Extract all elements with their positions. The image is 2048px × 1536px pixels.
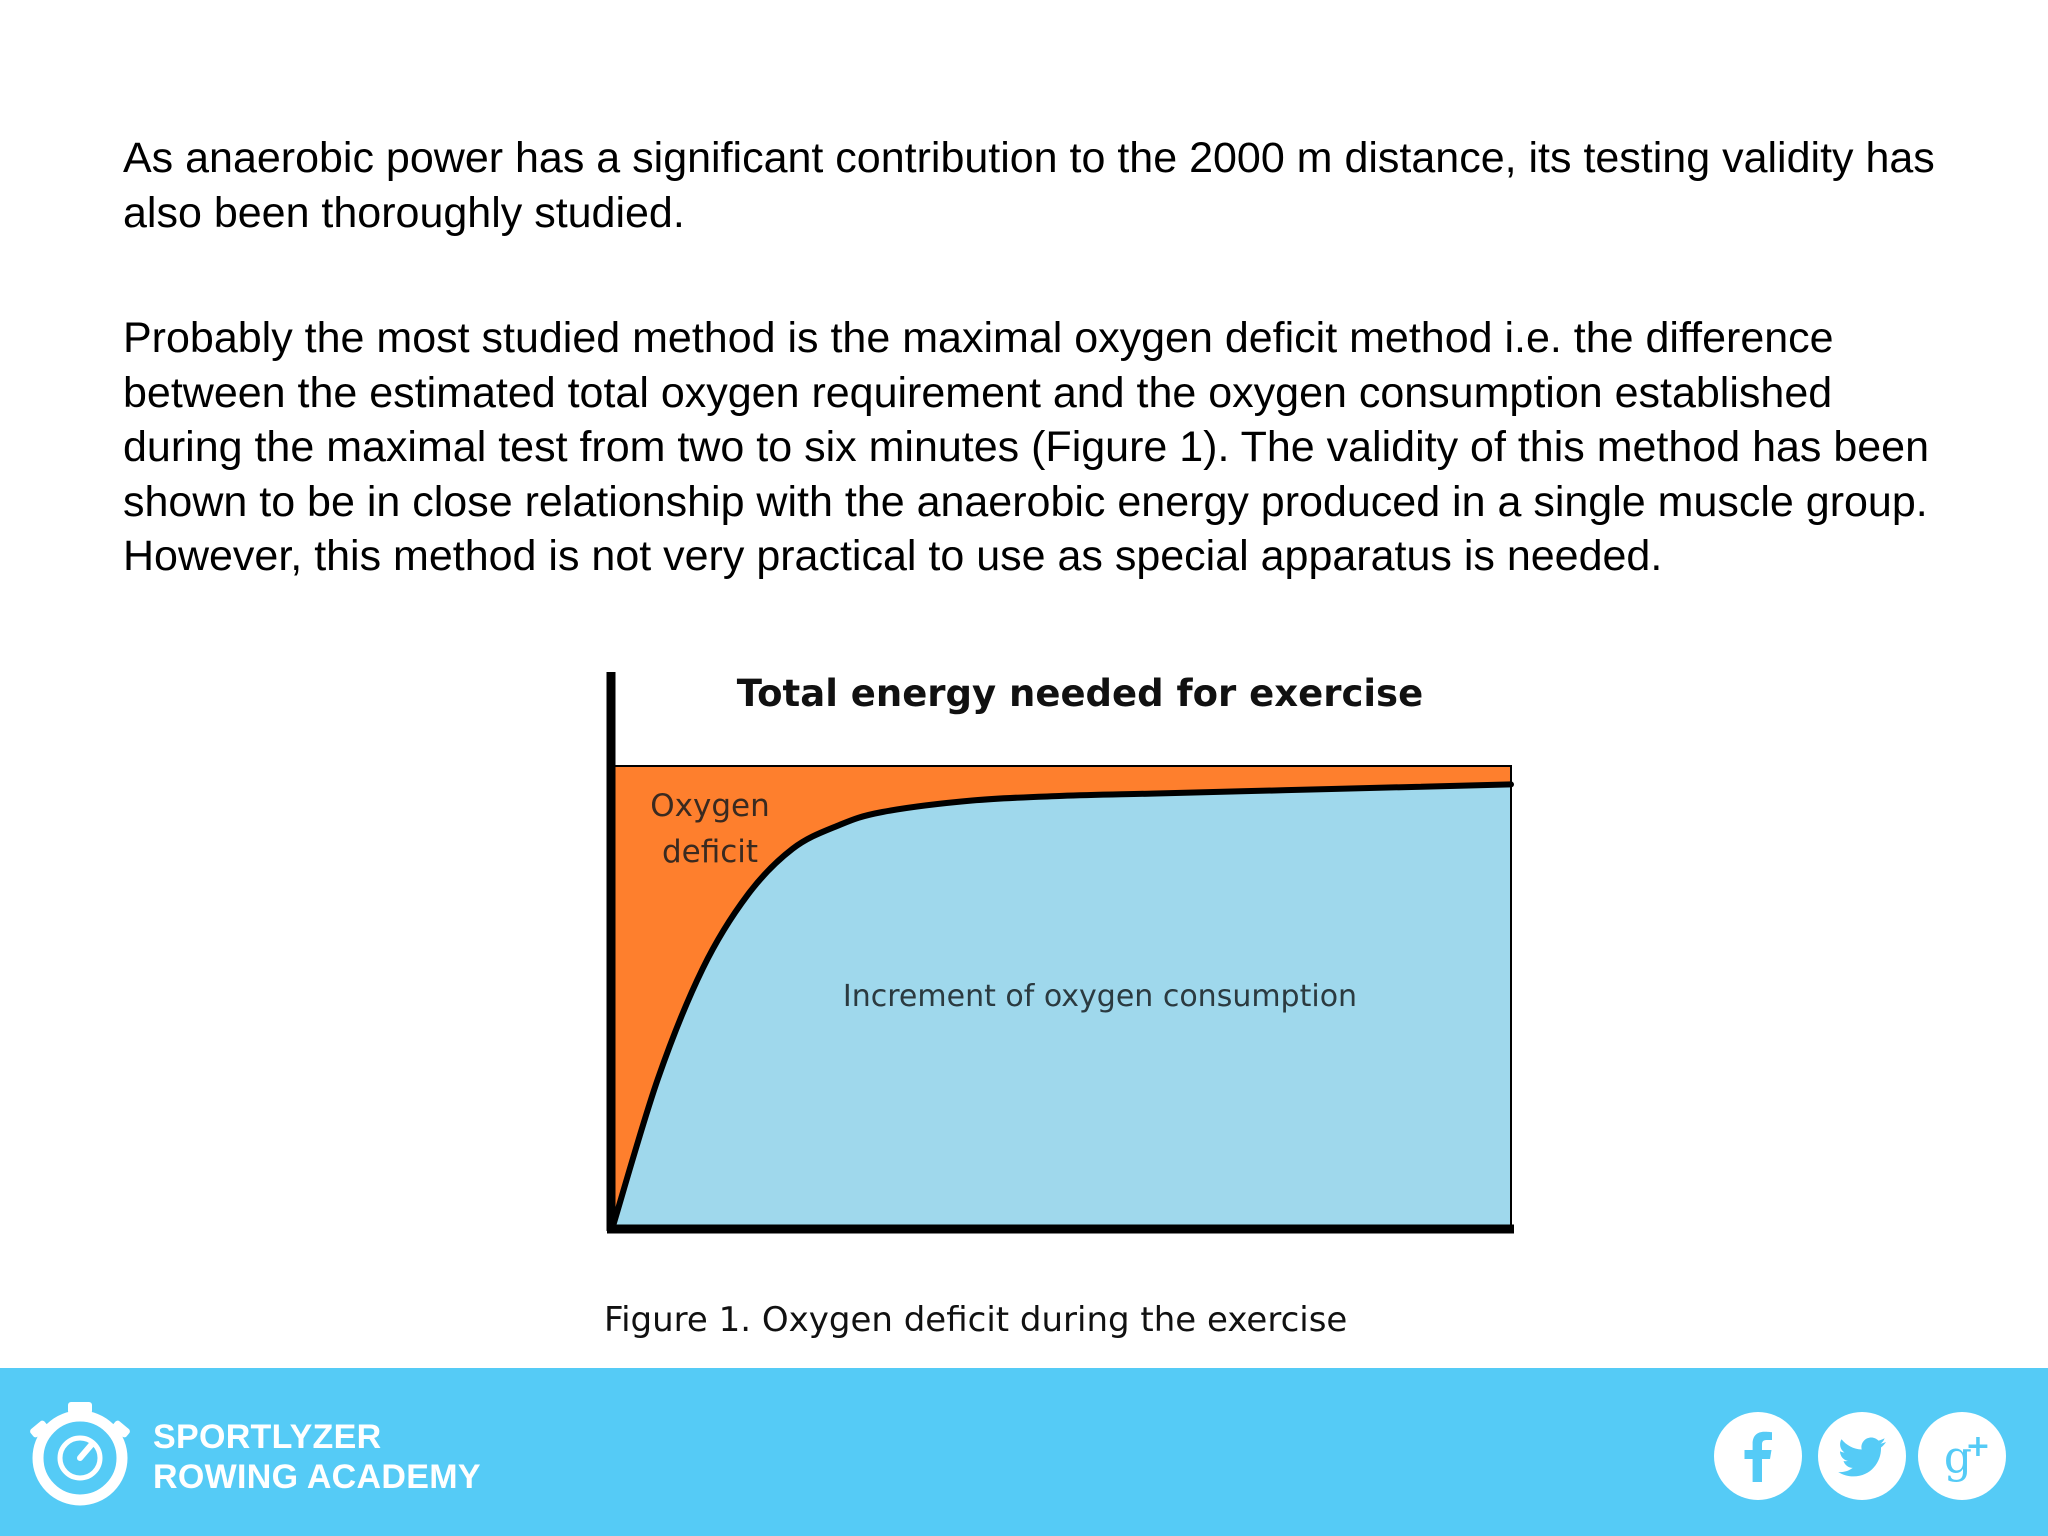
paragraph-intro: As anaerobic power has a significant contribution to the 2000 m distance, its testing validity has also been thoroughly studied.: [123, 134, 1935, 237]
brand-subtitle: ROWING ACADEMY: [153, 1458, 481, 1496]
figure-caption: Figure 1. Oxygen deficit during the exercise: [604, 1300, 1348, 1340]
facebook-button[interactable]: [1714, 1412, 1802, 1500]
chart-title: Total energy needed for exercise: [736, 672, 1424, 715]
oxygen-deficit-figure: [600, 660, 1530, 1260]
facebook-icon: [1714, 1412, 1802, 1500]
svg-text:+: +: [1965, 1429, 1991, 1464]
paragraph-method: Probably the most studied method is the maximal oxygen deficit method i.e. the difference between the estimated total oxygen requirement and the oxygen consumption established during the maximal test from two to six minutes (Figure 1). The validity of this method has been shown to be in close relationship with the anaerobic energy produced in a single muscle group. However, this method is not very practical to use as special apparatus is needed.: [123, 314, 1929, 580]
footer-bar: [0, 1368, 2048, 1536]
brand-name: SPORTLYZER: [153, 1418, 382, 1456]
twitter-icon: [1818, 1412, 1906, 1500]
oxygen-consumption-label: Increment of oxygen consumption: [842, 979, 1358, 1014]
oxygen-deficit-label: Oxygen: [650, 788, 770, 824]
twitter-button[interactable]: [1818, 1412, 1906, 1500]
oxygen-deficit-label-line2: deficit: [661, 834, 759, 870]
svg-text:g: g: [1943, 1432, 1973, 1483]
google-plus-icon: [1918, 1412, 2006, 1500]
google-plus-button[interactable]: [1918, 1412, 2006, 1500]
stopwatch-icon: [24, 1398, 136, 1510]
oxygen-deficit-chart: [600, 660, 1530, 1260]
